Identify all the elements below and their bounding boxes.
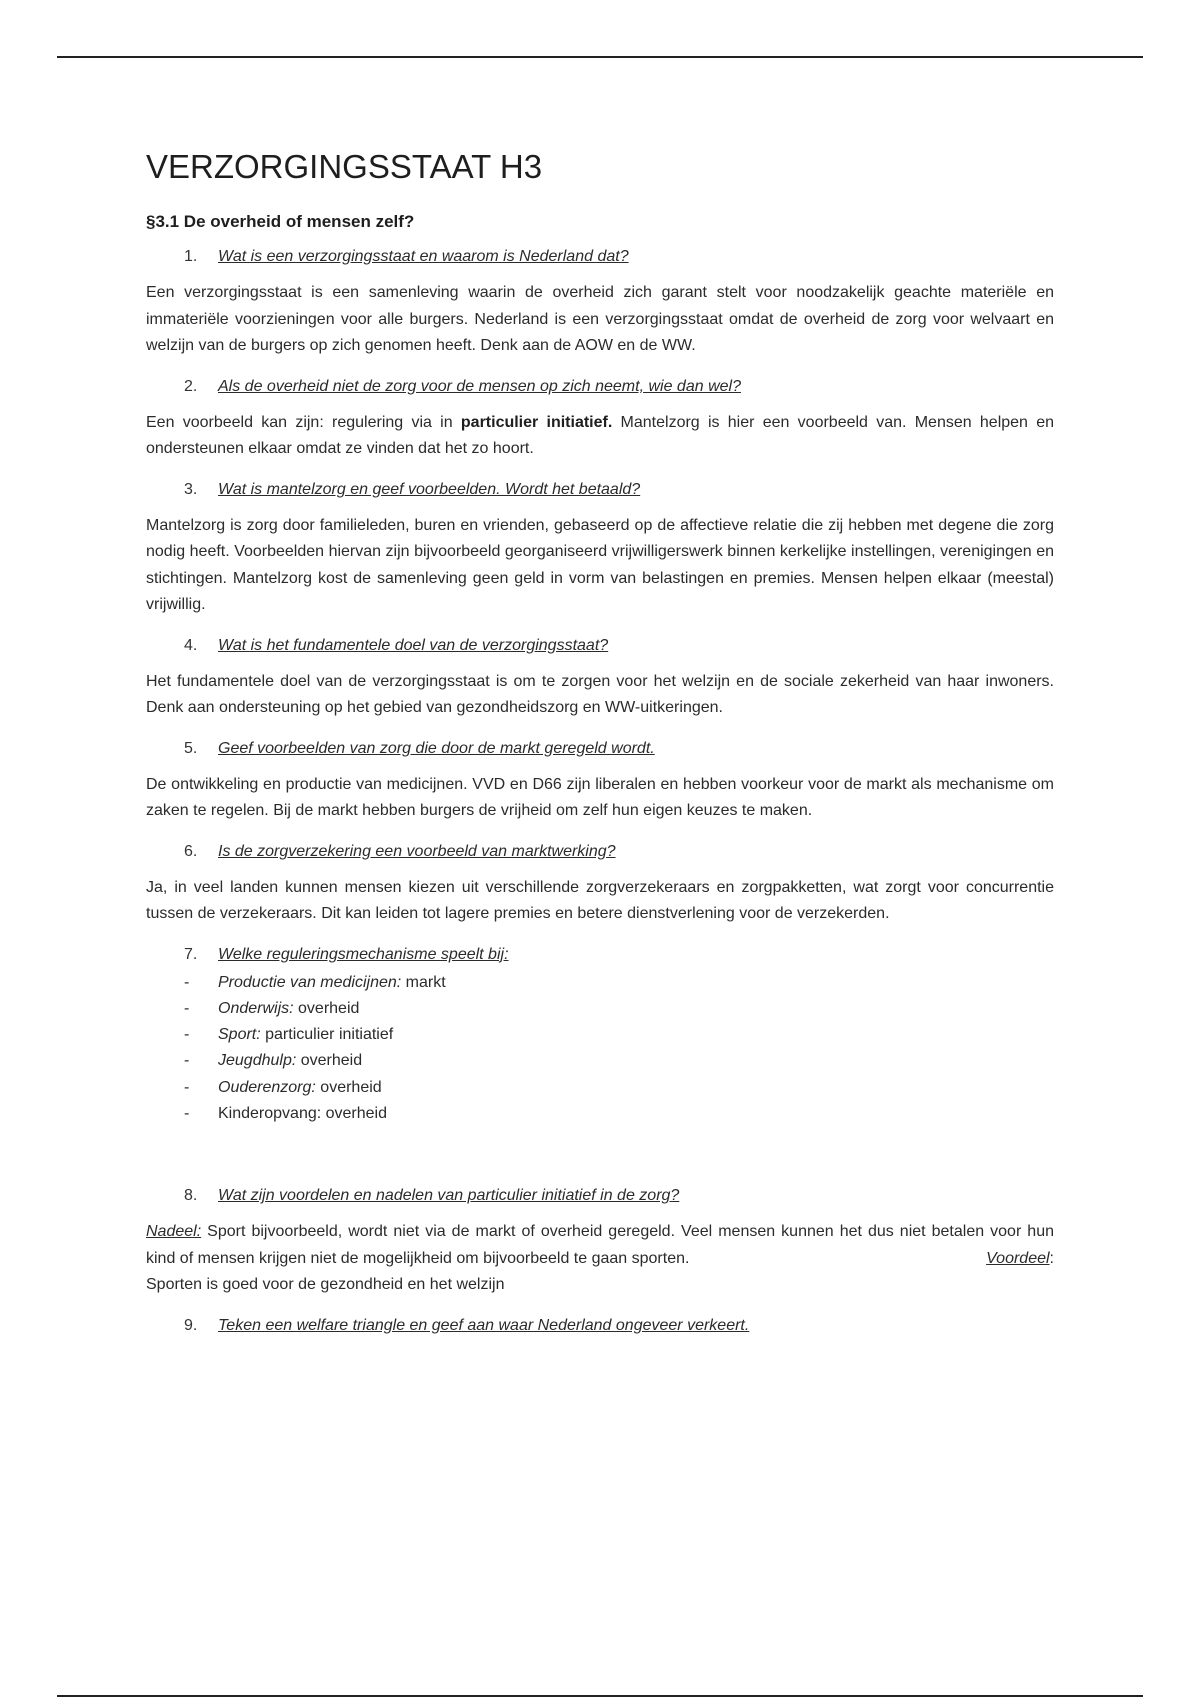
list-item-label: Ouderenzorg:	[218, 1078, 316, 1096]
question-text: Wat zijn voordelen en nadelen van particulier initiatief in de zorg?	[218, 1187, 680, 1205]
question-2	[146, 376, 1054, 406]
list-item	[146, 996, 1054, 1022]
list-dash: -	[184, 973, 190, 991]
voordeel-label: Voordeel	[986, 1249, 1050, 1267]
voordeel-label-wrap	[986, 1246, 1054, 1273]
answer-6: Ja, in veel landen kunnen mensen kiezen uit verschillende zorgverzekeraars en zorgpakketten, wat zorgt voor concurrentie tussen de verzekeraars. Dit kan leiden tot lagere premies en betere dienstverlening voor de verzekerden.	[146, 878, 1054, 922]
document-title: VERZORGINGSSTAAT H3	[146, 148, 543, 185]
list-item-value: overheid	[296, 1052, 363, 1070]
question-text: Teken een welfare triangle en geef aan waar Nederland ongeveer verkeert.	[218, 1316, 750, 1334]
list-dash: -	[184, 1026, 190, 1044]
list-item-label: Sport:	[218, 1026, 261, 1044]
list-dash: -	[184, 1052, 190, 1070]
voordeel-colon: :	[1049, 1249, 1054, 1267]
voordeel-text: Sporten is goed voor de gezondheid en het welzijn	[146, 1276, 505, 1294]
question-number: 3.	[184, 480, 198, 498]
list-item-value: overheid	[315, 1078, 382, 1096]
answer-2-post: Mantelzorg is hier een voorbeeld van. Mensen helpen en ondersteunen elkaar omdat ze vinden dat het zo hoort.	[146, 413, 1055, 457]
list-dash: -	[184, 1104, 190, 1122]
list-item-label: Productie van medicijnen:	[218, 973, 402, 991]
bottom-rule	[57, 1695, 1143, 1697]
question-text: Welke reguleringsmechanisme speelt bij:	[218, 945, 509, 963]
question-1	[146, 246, 1054, 276]
section-heading: §3.1 De overheid of mensen zelf?	[146, 212, 415, 231]
question-text: Wat is een verzorgingsstaat en waarom is Nederland dat?	[218, 248, 629, 265]
list-item	[146, 970, 1054, 996]
question-text: Wat is mantelzorg en geef voorbeelden. Wordt het betaald?	[218, 480, 641, 498]
list-item-value: markt	[401, 973, 446, 991]
list-item-value: particulier initiatief	[260, 1026, 394, 1044]
answer-8	[146, 1219, 1054, 1299]
list-item	[146, 1075, 1054, 1101]
list-item-value: overheid	[293, 999, 360, 1017]
top-rule	[57, 56, 1143, 58]
spacer	[146, 1127, 1054, 1185]
answer-1: Een verzorgingsstaat is een samenleving waarin de overheid zich garant stelt voor noodzakelijk geachte materiële en immateriële voorzieningen voor alle burgers. Nederland is een verzorgingsstaat omdat de overheid de zorg voor welvaart en welzijn van de burgers op zich genomen heeft. Denk aan de AOW en de WW.	[146, 284, 1054, 354]
list-item	[146, 1048, 1054, 1074]
question-9	[146, 1315, 1054, 1345]
answer-2-pre: Een voorbeeld kan zijn: regulering via in	[146, 413, 461, 431]
answer-2	[146, 410, 1054, 463]
nadeel-label: Nadeel:	[146, 1223, 202, 1241]
list-item-value: overheid	[321, 1104, 388, 1122]
list-dash: -	[184, 999, 190, 1017]
question-8	[146, 1185, 1054, 1215]
answer-2-bold: particulier initiatief.	[460, 413, 613, 431]
question-number: 8.	[184, 1187, 198, 1205]
question-number: 4.	[184, 636, 198, 654]
question-number: 6.	[184, 842, 198, 860]
answer-5: De ontwikkeling en productie van medicijnen. VVD en D66 zijn liberalen en hebben voorkeur voor de markt als mechanisme om zaken te regelen. Bij de markt hebben burgers de vrijheid om zelf hun eigen keuzes te maken.	[146, 775, 1054, 819]
document-body	[146, 148, 1054, 1345]
question-number: 9.	[184, 1316, 198, 1334]
question-text: Is de zorgverzekering een voorbeeld van marktwerking?	[218, 842, 616, 860]
mechanism-list	[146, 970, 1054, 1128]
question-4	[146, 635, 1054, 665]
nadeel-text: Sport bijvoorbeeld, wordt niet via de markt of overheid geregeld. Veel mensen kunnen het dus niet betalen voor hun kind of mensen krijgen niet de mogelijkheid om bijvoorbeeld te gaan sporten.	[146, 1223, 1054, 1267]
question-number: 1.	[184, 248, 198, 265]
list-item-label: Onderwijs:	[218, 999, 294, 1017]
answer-3: Mantelzorg is zorg door familieleden, buren en vrienden, gebaseerd op de affectieve relatie die zij hebben met degene die zorg nodig heeft. Voorbeelden hiervan zijn bijvoorbeeld georganiseerd vrijwilligerswerk binnen kerkelijke instellingen, verenigingen en stichtingen. Mantelzorg kost de samenleving geen geld in vorm van belastingen en premies. Mensen helpen elkaar (meestal) vrijwillig.	[146, 516, 1054, 613]
question-number: 2.	[184, 377, 198, 395]
question-text: Als de overheid niet de zorg voor de mensen op zich neemt, wie dan wel?	[218, 377, 741, 395]
question-number: 5.	[184, 739, 198, 757]
list-item	[146, 1022, 1054, 1048]
question-6	[146, 841, 1054, 871]
list-dash: -	[184, 1078, 190, 1096]
list-item-label: Kinderopvang:	[218, 1104, 322, 1122]
list-item	[146, 1101, 1054, 1127]
question-text: Geef voorbeelden van zorg die door de markt geregeld wordt.	[218, 739, 655, 757]
question-number: 7.	[184, 945, 198, 963]
list-item-label: Jeugdhulp:	[218, 1052, 297, 1070]
question-3	[146, 479, 1054, 509]
question-text: Wat is het fundamentele doel van de verzorgingsstaat?	[218, 636, 609, 654]
question-5	[146, 738, 1054, 768]
answer-4: Het fundamentele doel van de verzorgingsstaat is om te zorgen voor het welzijn en de sociale zekerheid van haar inwoners. Denk aan ondersteuning op het gebied van gezondheidszorg en WW-uitkeringen.	[146, 672, 1054, 716]
